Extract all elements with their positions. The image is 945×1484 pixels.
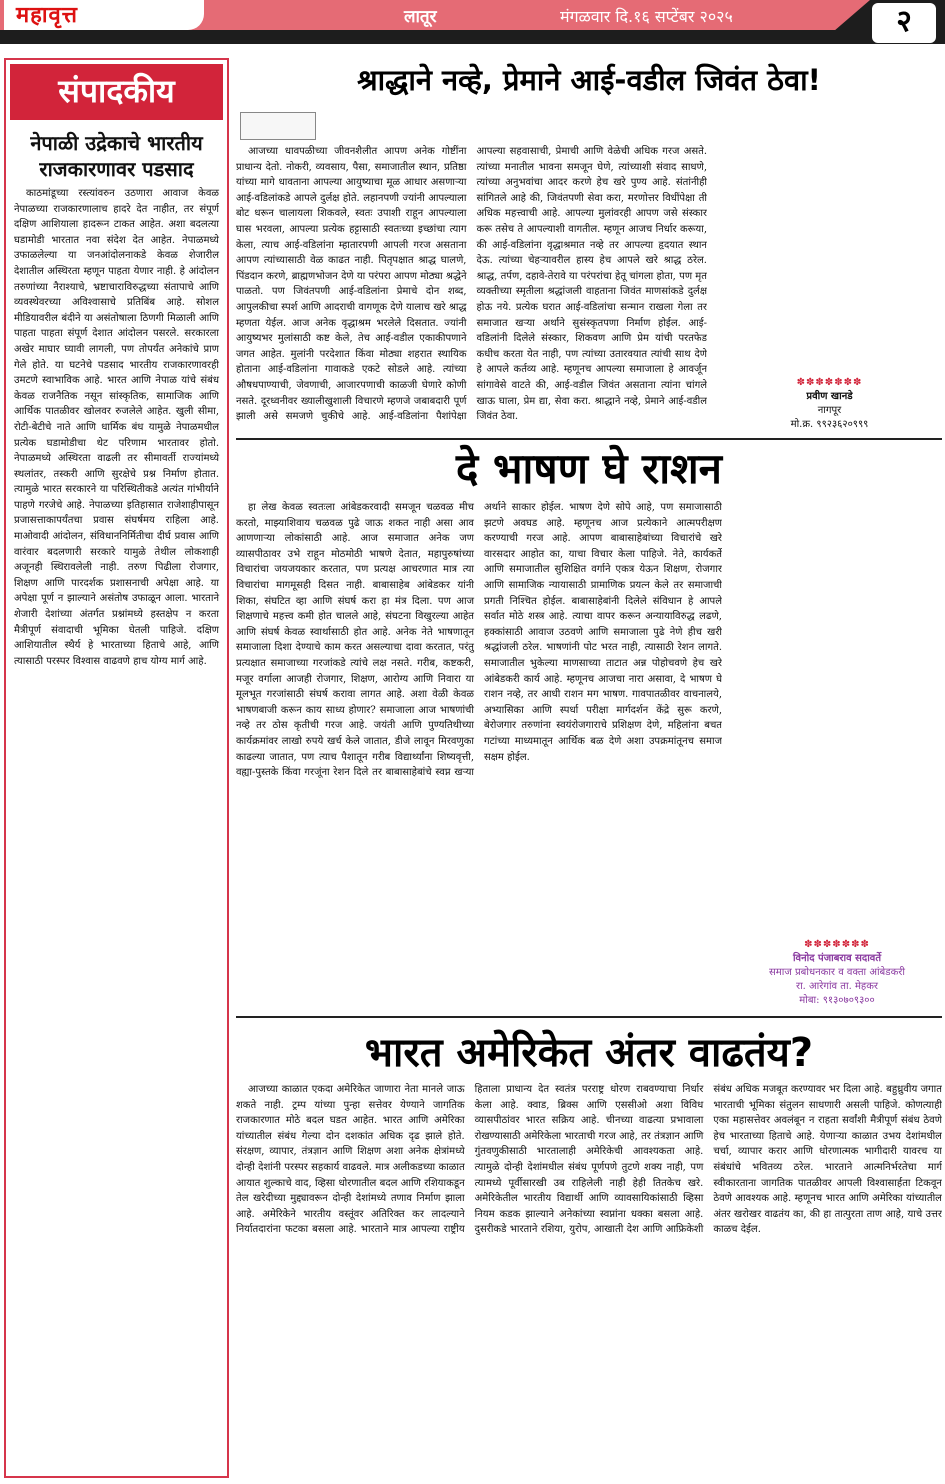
- editorial-body: [6, 186, 227, 669]
- article1-author-mobile: मो.क्र. ९९२३६२०९९९: [790, 419, 869, 430]
- article1-author-name: प्रवीण खानडे: [806, 391, 853, 402]
- editorial-section-label: संपादकीय: [10, 64, 223, 120]
- article1-byline: [717, 376, 942, 432]
- article2-author-role: समाज प्रबोधनकार व वक्ता आंबेडकरी: [769, 967, 905, 978]
- article3-col: [236, 1082, 942, 1478]
- page-number: २: [872, 3, 936, 43]
- article2-body: हा लेख केवळ स्वतःला आंबेडकरवादी समजून चळवळ मीच करतो, माझ्याशिवाय चळवळ पुढे जाऊ शकत नाही असा आव आणणाऱ्या लोकांसाठी आहे. आज समाजात अनेक जण व्यासपीठावर उभे राहून मोठमोठी भाषणे देतात, महापुरुषांच्या विचारांचा जयजयकार करतात, पण प्रत्यक्ष आचरणात मात्र त्या विचारांचा मागमूसही दिसत नाही. बाबासाहेब आंबेडकर यांनी शिका, संघटित व्हा आणि संघर्ष करा हा मंत्र दिला. पण आज शिक्षणाचे महत्त्व कमी होत चालले आहे, संघटना विखुरल्या आहेत आणि संघर्ष केवळ स्वार्थासाठी होत आहे. अनेक नेते भाषणातून समाजाला दिशा देण्याचे काम करत असल्याचा दावा करतात, परंतु प्रत्यक्षात समाजाच्या गरजांकडे त्यांचे लक्ष नसते. गरीब, कष्टकरी, मजूर वर्गाला आजही रोजगार, शिक्षण, आरोग्य आणि निवारा या मूलभूत गरजांसाठी संघर्ष करावा लागत आहे. अशा वेळी केवळ भाषणबाजी करून काय साध्य होणार? समाजाला आज भाषणांची नव्हे तर ठोस कृतीची गरज आहे. जयंती आणि पुण्यतिथीच्या कार्यक्रमांवर लाखो रुपये खर्च केले जातात, डीजे लावून मिरवणुका काढल्या जातात, पण त्याच पैशातून गरीब विद्यार्थ्यांना शिष्यवृत्ती, वह्या-पुस्तके किंवा गरजूंना रेशन दिले तर बाबासाहेबांचे स्वप्न खऱ्या अर्थाने साकार होईल. भाषण देणे सोपे आहे, पण समाजासाठी झटणे अवघड आहे. म्हणूनच आज प्रत्येकाने आत्मपरीक्षण करण्याची गरज आहे. आपण बाबासाहेबांच्या विचारांचे खरे वारसदार आहोत का, याचा विचार केला पाहिजे. नेते, कार्यकर्ते आणि समाजातील सुशिक्षित वर्गाने एकत्र येऊन शिक्षण, रोजगार आणि सामाजिक न्यायासाठी प्रामाणिक प्रयत्न केले तर समाजाची प्रगती निश्चित होईल. बाबासाहेबांनी दिलेले संविधान हे आपले सर्वात मोठे शस्त्र आहे. त्याचा वापर करून अन्यायाविरुद्ध लढणे, हक्कांसाठी आवाज उठवणे आणि समाजाला पुढे नेणे हीच खरी श्रद्धांजली ठरेल. भाषणांनी पोट भरत नाही, त्यासाठी रेशन लागते. समाजातील भुकेल्या माणसाच्या ताटात अन्न पोहोचवणे हेच खरे आंबेडकरी कार्य आहे. म्हणूनच आजचा नारा असावा, दे भाषण घे राशन नव्हे, तर आधी राशन मग भाषण. गावपातळीवर वाचनालये, अभ्यासिका आणि स्पर्धा परीक्षा मार्गदर्शन केंद्रे सुरू करणे, बेरोजगार तरुणांना स्वयंरोजगाराचे प्रशिक्षण देणे, महिलांना बचत गटांच्या माध्यमातून आर्थिक बळ देणे अशा उपक्रमांतूनच समाज सक्षम होईल.: [236, 502, 722, 779]
- article3-body: आजच्या काळात एकदा अमेरिकेत जाणारा नेता मानले जाऊ शकते नाही. ट्रम्प यांच्या पुन्हा सत्तेवर येण्याने जागतिक राजकारणात मोठे बदल घडत आहेत. भारत आणि अमेरिका यांच्यातील संबंध गेल्या दोन दशकांत अधिक दृढ झाले होते. संरक्षण, व्यापार, तंत्रज्ञान आणि शिक्षण अशा अनेक क्षेत्रांमध्ये दोन्ही देशांनी परस्पर सहकार्य वाढवले. मात्र अलीकडच्या काळात आयात शुल्काचे वाद, व्हिसा धोरणातील बदल आणि रशियाकडून तेल खरेदीच्या मुद्द्यावरून दोन्ही देशांमध्ये तणाव निर्माण झाला आहे. अमेरिकेने भारतीय वस्तूंवर अतिरिक्त कर लादल्याने निर्यातदारांना फटका बसला आहे. भारताने मात्र आपल्या राष्ट्रीय हिताला प्राधान्य देत स्वतंत्र परराष्ट्र धोरण राबवण्याचा निर्धार केला आहे. क्वाड, ब्रिक्स आणि एससीओ अशा विविध व्यासपीठांवर भारत सक्रिय आहे. चीनच्या वाढत्या प्रभावाला रोखण्यासाठी अमेरिकेला भारताची गरज आहे, तर तंत्रज्ञान आणि गुंतवणुकीसाठी भारतालाही अमेरिकेची आवश्यकता आहे. त्यामुळे दोन्ही देशांमधील संबंध पूर्णपणे तुटणे शक्य नाही, पण त्यामध्ये पूर्वीसारखी उब राहिलेली नाही हेही तितकेच खरे. अमेरिकेतील भारतीय विद्यार्थी आणि व्यावसायिकांसाठी व्हिसा नियम कडक झाल्याने अनेकांच्या स्वप्नांना धक्का बसला आहे. दुसरीकडे भारताने रशिया, युरोप, आखाती देश आणि आफ्रिकेशी संबंध अधिक मजबूत करण्यावर भर दिला आहे. बहुध्रुवीय जगात भारताची भूमिका संतुलन साधणारी असली पाहिजे. कोणत्याही एका महासत्तेवर अवलंबून न राहता सर्वांशी मैत्रीपूर्ण संबंध ठेवणे हेच भारताच्या हिताचे आहे. येणाऱ्या काळात उभय देशांमधील चर्चा, व्यापार करार आणि धोरणात्मक भागीदारी यावरच या संबंधांचे भवितव्य ठरेल. भारताने आत्मनिर्भरतेचा मार्ग स्वीकारताना जागतिक पातळीवर आपली विश्वासार्हता टिकवून ठेवणे आवश्यक आहे. म्हणूनच भारत आणि अमेरिका यांच्यातील अंतर खरोखर वाढतंय का, की हा तात्पुरता ताण आहे, याचे उत्तर काळच देईल.: [236, 1084, 942, 1236]
- article3-columns: [236, 1082, 942, 1478]
- masthead-banner: [0, 0, 945, 44]
- article3-headline: भारत अमेरिकेत अंतर वाढतंय?: [364, 1030, 814, 1076]
- article1-author-place: नागपूर: [817, 405, 842, 416]
- divider: [236, 1016, 942, 1018]
- article2-author-mobile: मोबा: ९१३०७०९३००: [799, 995, 875, 1006]
- article1-body: आजच्या धावपळीच्या जीवनशैलीत आपण अनेक गोष्टींना प्राधान्य देतो. नोकरी, व्यवसाय, पैसा, समाजातील स्थान, प्रतिष्ठा यांच्या मागे धावताना आपल्या आयुष्याचा मूळ आधार असणाऱ्या आई-वडिलांकडे आपले दुर्लक्ष होते. लहानपणी ज्यांनी आपल्याला बोट धरून चालायला शिकवले, स्वतः उपाशी राहून आपल्याला घास भरवला, आपल्या प्रत्येक हट्टासाठी स्वतःच्या इच्छांचा त्याग केला, त्याच आई-वडिलांना म्हातारपणी आपली गरज असताना आपण त्यांच्यासाठी वेळ काढत नाही. पितृपक्षात श्राद्ध घालणे, पिंडदान करणे, ब्राह्मणभोजन देणे या परंपरा आपण मोठ्या श्रद्धेने पाळतो. पण जिवंतपणी आई-वडिलांना प्रेमाचे दोन शब्द, आपुलकीचा स्पर्श आणि आदराची वागणूक देणे यालाच खरे श्राद्ध म्हणता येईल. आज अनेक वृद्धाश्रम भरलेले दिसतात. ज्यांनी आयुष्यभर मुलांसाठी कष्ट केले, तेच आई-वडील एकाकीपणाने जगत आहेत. मुलांनी परदेशात किंवा मोठ्या शहरात स्थायिक होताना आई-वडिलांना गावाकडे एकटे सोडले आहे. त्यांच्या औषधपाण्याची, जेवणाची, आजारपणाची काळजी घेणारे कोणी नसते. दूरध्वनीवर ख्यालीखुशाली विचारणे म्हणजे जबाबदारी पूर्ण झाली असे समजणे चुकीचे आहे. आई-वडिलांना पैशांपेक्षा आपल्या सहवासाची, प्रेमाची आणि वेळेची अधिक गरज असते. त्यांच्या मनातील भावना समजून घेणे, त्यांच्याशी संवाद साधणे, त्यांच्या अनुभवांचा आदर करणे हेच खरे पुण्य आहे. संतांनीही सांगितले आहे की, जिवंतपणी सेवा करा, मरणोत्तर विधींपेक्षा ती अधिक महत्त्वाची आहे. आपल्या मुलांवरही आपण जसे संस्कार करू तसेच ते आपल्याशी वागतील. म्हणून आजच निर्धार करूया, की आई-वडिलांना वृद्धाश्रमात नव्हे तर आपल्या हृदयात स्थान देऊ. त्यांच्या चेहऱ्यावरील हास्य हेच आपले खरे श्राद्ध ठरेल. श्राद्ध, तर्पण, दहावे-तेरावे या परंपरांचा हेतू चांगला होता, पण मृत व्यक्तीच्या स्मृतीला श्रद्धांजली वाहताना जिवंत माणसांकडे दुर्लक्ष होऊ नये. प्रत्येक घरात आई-वडिलांचा सन्मान राखला गेला तर समाजात खऱ्या अर्थाने सुसंस्कृतपणा निर्माण होईल. आई-वडिलांनी दिलेले संस्कार, शिकवण आणि प्रेम यांची परतफेड कधीच करता येत नाही, पण त्यांच्या उतारवयात त्यांची साथ देणे हे आपले कर्तव्य आहे. म्हणूनच आपल्या समाजाला हे आवर्जून सांगावेसे वाटते की, आई-वडील जिवंत असताना त्यांना चांगले खाऊ घाला, प्रेम द्या, सेवा करा. श्राद्धाने नव्हे, प्रेमाने आई-वडील जिवंत ठेवा.: [236, 146, 707, 423]
- editorial-headline: नेपाळी उद्रेकाचे भारतीय राजकारणावर पडसाद: [30, 131, 203, 181]
- article1-headline: श्राद्धाने नव्हे, प्रेमाने आई-वडील जिवंत ठेवा!: [357, 63, 821, 97]
- editorial-sidebar: [4, 58, 229, 1478]
- article2-columns: [236, 500, 942, 1012]
- article2-col-last: [732, 500, 942, 1012]
- article2-byline: [732, 938, 942, 1008]
- article2-col: [236, 500, 722, 1012]
- article1-col-last: [717, 104, 942, 434]
- editorial-text: काठमांडूच्या रस्त्यांवरुन उठणारा आवाज केवळ नेपाळच्या राजकारणालाच हादरे देत नाहीत, तर संपूर्ण दक्षिण आशियाला हादरून टाकत आहेत. अशा बदलत्या घडामोडी भारतात नवा संदेश देत आहेत. नेपाळमध्ये उफाळलेल्या या जनआंदोलनाकडे केवळ शेजारील देशातील अस्थिरता म्हणून पाहता येणार नाही. हे आंदोलन तरुणांच्या नैराश्याचे, भ्रष्टाचाराविरुद्धच्या संतापाचे आणि व्यवस्थेवरच्या अविश्वासाचे प्रतिबिंब आहे. सोशल मीडियावरील बंदीने या असंतोषाला ठिणगी मिळाली आणि पाहता पाहता संपूर्ण देशात आंदोलन पसरले. सरकारला अखेर माघार घ्यावी लागली, पण तोपर्यंत अनेकांचे प्राण गेले होते. या घटनेचे पडसाद भारतीय राजकारणावरही उमटणे स्वाभाविक आहे. भारत आणि नेपाळ यांचे संबंध केवळ राजनैतिक नसून सांस्कृतिक, सामाजिक आणि आर्थिक पातळीवर खोलवर रुजलेले आहेत. खुली सीमा, रोटी-बेटीचे नाते आणि धार्मिक बंध यामुळे नेपाळमधील प्रत्येक घडामोडीचा थेट परिणाम भारतावर होतो. नेपाळमध्ये अस्थिरता वाढली तर सीमावर्ती राज्यांमध्ये स्थलांतर, तस्करी आणि सुरक्षेचे प्रश्न निर्माण होतात. त्यामुळे भारत सरकारने या परिस्थितीकडे अत्यंत गांभीर्याने पाहणे गरजेचे आहे. नेपाळच्या इतिहासात राजेशाहीपासून प्रजासत्ताकापर्यंतचा प्रवास संघर्षमय राहिला आहे. माओवादी आंदोलन, संविधाननिर्मितीचा दीर्घ प्रवास आणि वारंवार बदलणारी सरकारे यामुळे तेथील लोकशाही अजूनही स्थिरावलेली नाही. तरुण पिढीला रोजगार, शिक्षण आणि पारदर्शक प्रशासनाची अपेक्षा आहे. या अपेक्षा पूर्ण न झाल्याने असंतोष उफाळून आला. भारताने शेजारी देशांच्या अंतर्गत प्रश्नांमध्ये हस्तक्षेप न करता मैत्रीपूर्ण संवादाची भूमिका घेतली पाहिजे. दक्षिण आशियातील स्थैर्य हे भारताच्या हिताचे आहे, आणि त्यासाठी परस्पर विश्वास वाढवणे हाच योग्य मार्ग आहे.: [14, 188, 219, 667]
- byline-stars: ✽✽✽✽✽✽✽: [796, 377, 863, 388]
- newspaper-name: महावृत्त: [4, 0, 204, 30]
- issue-date: मंगळवार दि.१६ सप्टेंबर २०२५: [560, 7, 733, 26]
- byline-stars: ✽✽✽✽✽✽✽: [804, 939, 870, 950]
- article2-author-address: रा. आरेगांव ता. मेहकर: [795, 981, 878, 992]
- article1-col: [236, 104, 707, 434]
- edition-city: लातूर: [404, 7, 437, 27]
- article2-headline: दे भाषण घे राशन: [456, 444, 722, 493]
- article1-columns: [236, 104, 942, 434]
- article2-author-name: विनोद पंजाबराव सदावर्ते: [792, 953, 882, 964]
